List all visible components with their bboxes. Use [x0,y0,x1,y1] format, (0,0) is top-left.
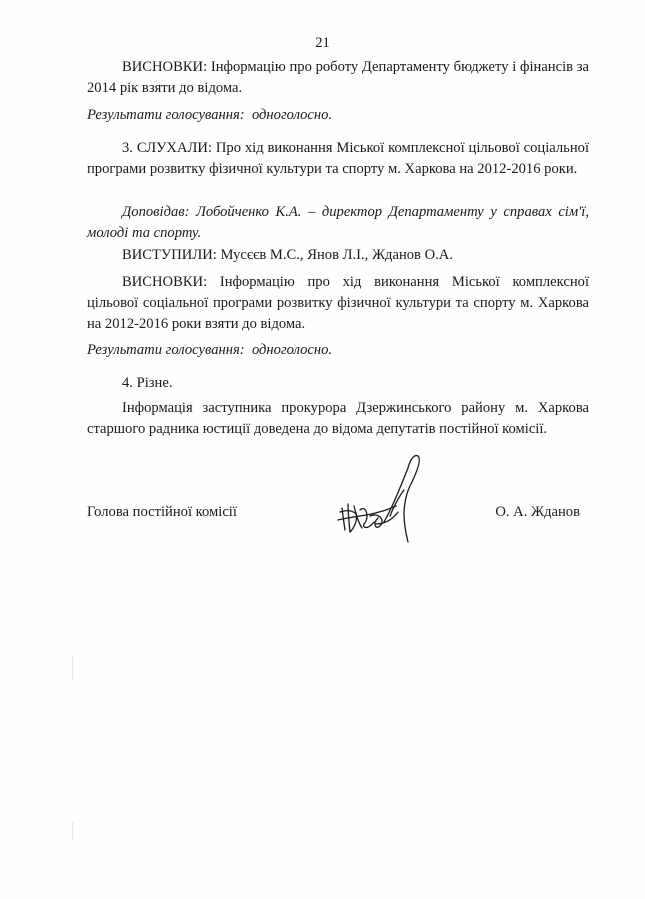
page-number: 21 [315,35,330,51]
scan-artifact [72,656,73,680]
heard-item-3-paragraph: 3. СЛУХАЛИ: Про хід виконання Міської комплексної цільової соціальної програми розвитку фізичної культури та спорту м. Харкова на 2012-2016 роки. [87,140,589,177]
signature-block [87,502,589,526]
conclusions-budget-paragraph: ВИСНОВКИ: Інформацію про роботу Департаменту бюджету і фінансів за 2014 рік взяти до відома. [87,59,589,96]
reported-by-paragraph: Доповідав: Лобойченко К.А. – директор Департаменту у справах сім'ї, молоді та спорту. [87,204,589,241]
voting-result-1 [87,105,589,126]
voting-result-label: Результати голосування: [87,342,245,358]
conclusions-sport-paragraph: ВИСНОВКИ: Інформацію про хід виконання Міської комплексної цільової соціальної програми розвитку фізичної культури та спорту м. Харкова на 2012-2016 роки взяти до відома. [87,274,589,332]
voting-result-value: одноголосно. [251,342,333,358]
scan-artifact [72,822,73,840]
speakers-paragraph: ВИСТУПИЛИ: Мусєєв М.С., Янов Л.І., Жданов О.А. [122,247,453,263]
prosecutor-info-paragraph: Інформація заступника прокурора Дзержинського району м. Харкова старшого радника юстиції доведена до відома депутатів постійної комісії. [87,400,589,437]
handwritten-signature [334,450,426,545]
signatory-title: Голова постійної комісії [87,504,237,520]
voting-result-label: Результати голосування: [87,107,245,123]
item-4-heading: 4. Різне. [122,375,173,391]
signatory-name: О. А. Жданов [495,504,580,520]
voting-result-value: одноголосно. [251,107,333,123]
voting-result-2 [87,340,589,361]
